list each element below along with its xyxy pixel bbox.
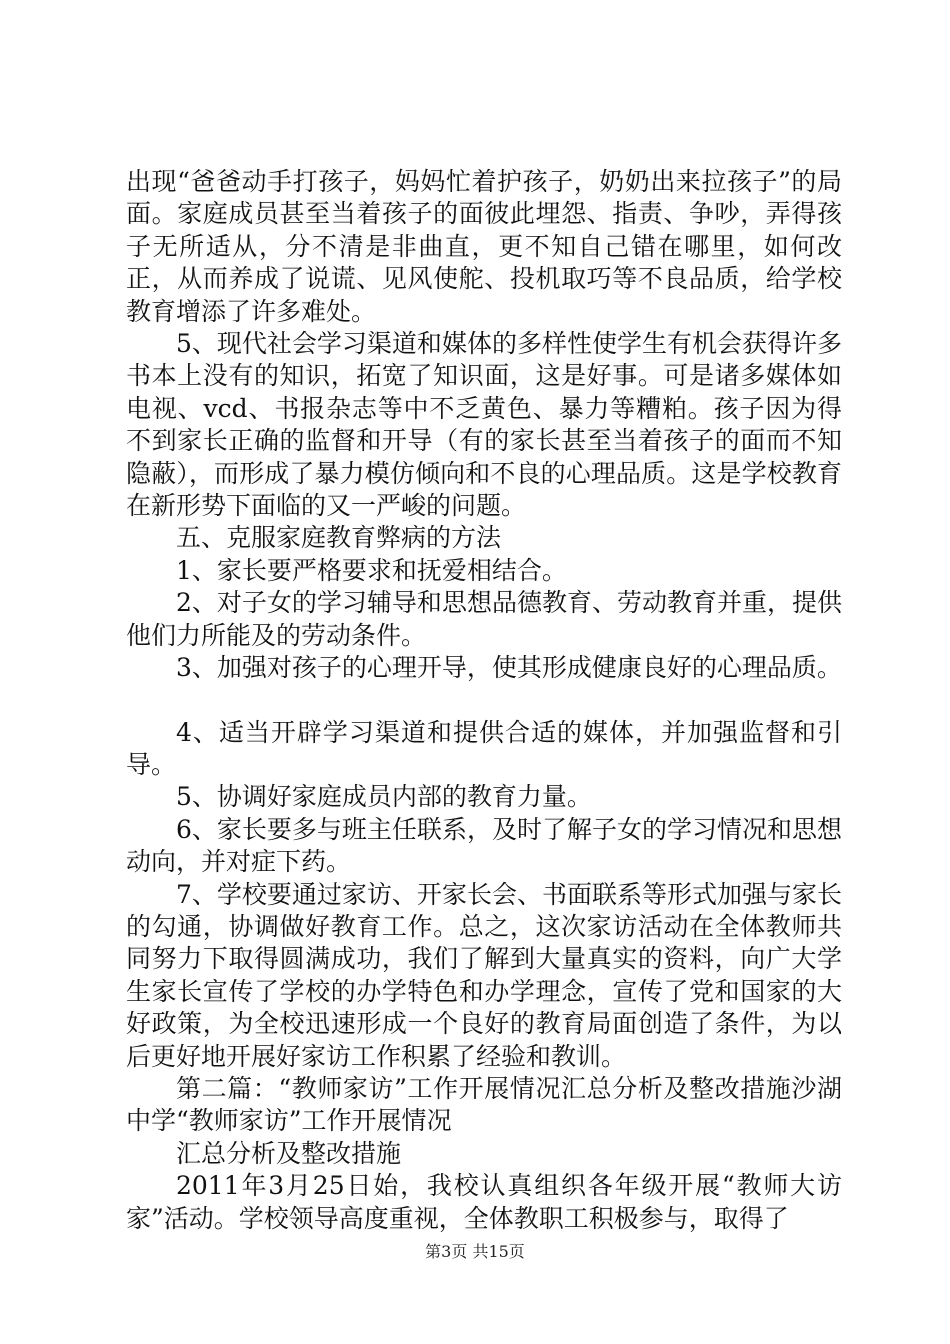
paragraph-family-conflict: 出现“爸爸动手打孩子，妈妈忙着护孩子，奶奶出来拉孩子”的局面。家庭成员甚至当着孩子的面彼此埋怨、指责、争吵，弄得孩子无所适从，分不清是非曲直，更不知自己错在哪里，如何改正，从而养成了说谎、见风使舵、投机取巧等不良品质，给学校教育增添了许多难处。 bbox=[126, 167, 842, 326]
page-number-footer: 第3页 共15页 bbox=[425, 1242, 525, 1261]
list-item-7: 7、学校要通过家访、开家长会、书面联系等形式加强与家长的勾通，协调做好教育工作。总之，这次家访活动在全体教师共同努力下取得圆满成功，我们了解到大量真实的资料，向广大学生家长宣传了学校的办学特色和办学理念，宣传了党和国家的大好政策，为全校迅速形成一个良好的教育局面创造了条件，为以后更好地开展好家访工作积累了经验和教训。 bbox=[126, 879, 842, 1071]
paragraph-activity-start: 2011年3月25日始，我校认真组织各年级开展“教师大访家”活动。学校领导高度重视，全体教职工积极参与，取得了 bbox=[126, 1171, 842, 1233]
list-item-6: 6、家长要多与班主任联系，及时了解子女的学习情况和思想动向，并对症下药。 bbox=[126, 814, 842, 877]
list-item-5: 5、协调好家庭成员内部的教育力量。 bbox=[176, 782, 592, 812]
subtitle-summary: 汇总分析及整改措施 bbox=[176, 1138, 402, 1168]
list-item-1: 1、家长要严格要求和抚爱相结合。 bbox=[176, 555, 567, 585]
paragraph-gap bbox=[126, 685, 842, 717]
section-heading-methods: 五、克服家庭教育弊病的方法 bbox=[176, 523, 502, 553]
chapter-heading-second: 第二篇：“教师家访”工作开展情况汇总分析及整改措施沙湖中学“教师家访”工作开展情况 bbox=[126, 1073, 842, 1136]
list-item-4: 4、适当开辟学习渠道和提供合适的媒体，并加强监督和引导。 bbox=[126, 717, 842, 779]
document-body bbox=[126, 166, 842, 1235]
list-item-3: 3、加强对孩子的心理开导，使其形成健康良好的心理品质。 bbox=[176, 653, 842, 683]
list-item-2: 2、对子女的学习辅导和思想品德教育、劳动教育并重，提供他们力所能及的劳动条件。 bbox=[126, 588, 842, 650]
paragraph-media-influence: 5、现代社会学习渠道和媒体的多样性使学生有机会获得许多书本上没有的知识，拓宽了知识面，这是好事。可是诸多媒体如电视、vcd、书报杂志等中不乏黄色、暴力等糟粕。孩子因为得不到家长正确的监督和开导（有的家长甚至当着孩子的面而不知隐蔽），而形成了暴力模仿倾向和不良的心理品质。这是学校教育在新形势下面临的又一严峻的问题。 bbox=[126, 329, 842, 521]
